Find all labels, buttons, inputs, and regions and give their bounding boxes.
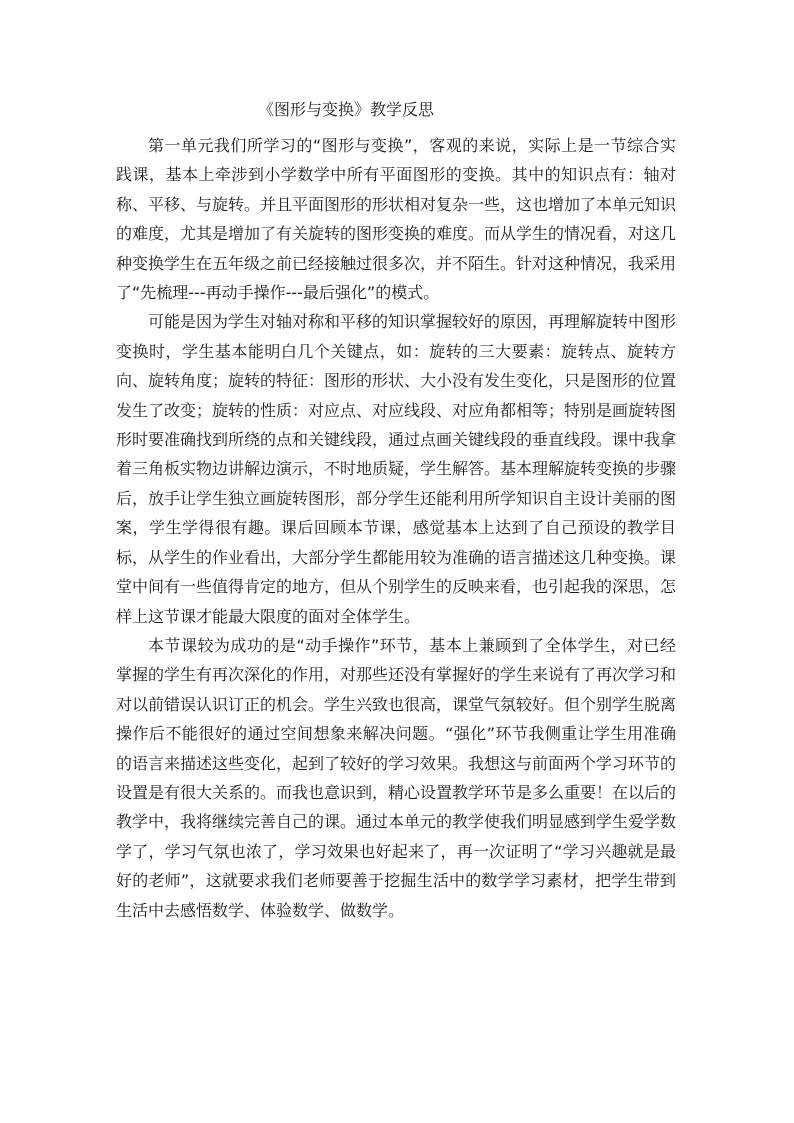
paragraph-2: 可能是因为学生对轴对称和平移的知识掌握较好的原因，再理解旋转中图形变换时，学生基本能明白几个关键点，如：旋转的三大要素：旋转点、旋转方向、旋转角度；旋转的特征：图形的形状、大小没有发生变化，只是图形的位置发生了改变；旋转的性质：对应点、对应线段、对应角都相等；特别是画旋转图形时要准确找到所绕的点和关键线段，通过点画关键线段的垂直线段。课中我拿着三角板实物边讲解边演示，不时地质疑，学生解答。基本理解旋转变换的步骤后，放手让学生独立画旋转图形，部分学生还能利用所学知识自主设计美丽的图案，学生学得很有趣。课后回顾本节课，感觉基本上达到了自己预设的教学目标，从学生的作业看出，大部分学生都能用较为准确的语言描述这几种变换。课堂中间有一些值得肯定的地方，但从个别学生的反映来看，也引起我的深思，怎样上这节课才能最大限度的面对全体学生。: [116, 312, 677, 626]
document-title: 《图形与变换》教学反思: [258, 100, 435, 119]
paragraph-1: 第一单元我们所学习的“图形与变换”，客观的来说，实际上是一节综合实践课，基本上牵涉到小学数学中所有平面图形的变换。其中的知识点有：轴对称、平移、与旋转。并且平面图形的形状相对复杂一些，这也增加了本单元知识的难度，尤其是增加了有关旋转的图形变换的难度。而从学生的情况看，对这几种变换学生在五年级之前已经接触过很多次，并不陌生。针对这种情况，我采用了“先梳理---再动手操作---最后强化”的模式。: [116, 136, 677, 303]
document-body: [116, 131, 676, 925]
paragraph-3: 本节课较为成功的是“动手操作”环节，基本上兼顾到了全体学生，对已经掌握的学生有再次深化的作用，对那些还没有掌握好的学生来说有了再次学习和对以前错误认识订正的机会。学生兴致也很高，课堂气氛较好。但个别学生脱离操作后不能很好的通过空间想象来解决问题。“强化”环节我侧重让学生用准确的语言来描述这些变化，起到了较好的学习效果。我想这与前面两个学习环节的设置是有很大关系的。而我也意识到，精心设置教学环节是多么重要！在以后的教学中，我将继续完善自己的课。通过本单元的教学使我们明显感到学生爱学数学了，学习气氛也浓了，学习效果也好起来了，再一次证明了“学习兴趣就是最好的老师”，这就要求我们老师要善于挖掘生活中的数学学习素材，把学生带到生活中去感悟数学、体验数学、做数学。: [116, 635, 677, 920]
